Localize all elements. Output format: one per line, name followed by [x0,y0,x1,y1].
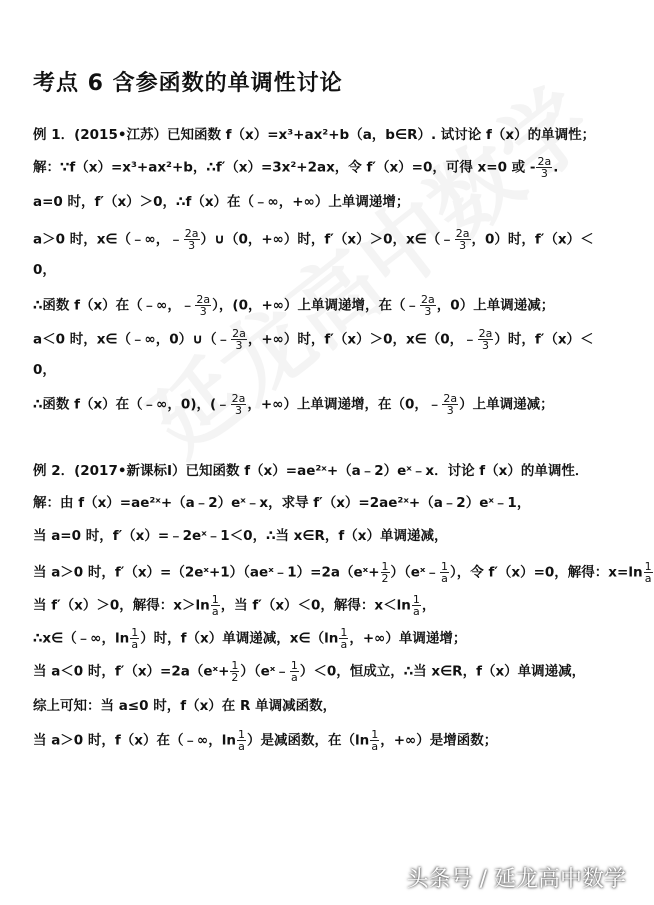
ex2-summary: 综上可知：当 a≤0 时，f（x）在 R 单调减函数， [33,698,337,714]
ex2-case-apos: 当 a＞0 时，f′（x）=（2eˣ+1）（aeˣ﹣1）=2a（eˣ+ $\frac{1}{2}$ ）（eˣ﹣ $\frac{1}{a}$ ），令 f′（x）=0，解得：x=ln $\frac{1}{a}$ [33,560,652,585]
page-title: 考点 6 含参函数的单调性讨论 [33,71,343,96]
fraction: $\frac{1}{a}$ [131,626,139,651]
ex2-case-a0: 当 a=0 时，f′（x）=﹣2eˣ﹣1＜0，∴当 x∈R，f（x）单调递减， [33,528,448,544]
fraction: $\frac{2a}{3}$ [443,392,458,417]
ex2-derivative: 解：由 f（x）=ae²ˣ+（a﹣2）eˣ﹣x，求导 f′（x）=2ae²ˣ+（a﹣2）eˣ﹣1， [33,495,531,511]
ex1-problem: 例 1．(2015•江苏）已知函数 f（x）=x³+ax²+b（a，b∈R）. 试讨论 f（x）的单调性； [33,127,596,143]
fraction: $\frac{1}{a}$ [340,626,348,651]
fraction: $\frac{2a}{3}$ [421,293,435,318]
fraction: $\frac{1}{2}$ [231,659,239,684]
ex2-problem: 例 2．(2017•新课标Ⅰ）已知函数 f（x）=ae²ˣ+（a﹣2）eˣ﹣x．讨论 f（x）的单调性． [33,463,589,479]
fraction: $\frac{2a}{3}$ [478,327,493,352]
ex2-intervals: ∴x∈（﹣∞，ln $\frac{1}{a}$ ）时，f（x）单调递减，x∈（ln $\frac{1}{a}$ ，+∞）单调递增； [33,626,467,651]
ex2-inequalities: 当 f′（x）＞0，解得：x＞ln $\frac{1}{a}$ ，当 f′（x）＜0，解得：x＜ln $\frac{1}{a}$ ， [33,593,436,618]
ex2-case-aneg: 当 a＜0 时，f′（x）=2a（eˣ+ $\frac{1}{2}$ ）（eˣ﹣ $\frac{1}{a}$ ）＜0，恒成立，∴当 x∈R，f（x）单调递减， [33,659,586,684]
fraction: $\frac{2a}{3}$ [232,327,246,352]
source-credit: 头条号 / 延龙高中数学 [406,867,626,892]
fraction: $\frac{1}{a}$ [371,728,379,753]
fraction: $\frac{1}{2}$ [381,560,389,585]
fraction: $\frac{1}{a}$ [237,728,245,753]
ex1-solution-line: 解：∵f（x）=x³+ax²+b，∴f′（x）=3x²+2ax，令 f′（x）=0，可得 x=0 或 - $\frac{2a}{3}$ . [33,155,559,180]
fraction: $\frac{1}{a}$ [211,593,219,618]
fraction: $\frac{2a}{3}$ [231,392,246,417]
fraction: $\frac{2a}{3}$ [537,155,552,180]
ex1-case-aneg: a＜0 时，x∈（﹣∞，0）∪（﹣ $\frac{2a}{3}$ ，+∞）时，f′（x）＞0，x∈（0，﹣ $\frac{2a}{3}$ ）时，f′（x）＜ [33,327,594,352]
fraction: $\frac{1}{a}$ [644,560,652,585]
fraction: $\frac{1}{a}$ [441,560,448,585]
ex1-continued: 0， [33,262,56,278]
fraction: $\frac{1}{a}$ [412,593,420,618]
ex1-conclusion-apos: ∴函数 f（x）在（﹣∞，﹣ $\frac{2a}{3}$ ），(0，+∞）上单调递增，在（﹣ $\frac{2a}{3}$ ，0）上单调递减； [33,293,555,318]
ex1-case-a0: a=0 时，f′（x）＞0，∴f（x）在（﹣∞，+∞）上单调递增； [33,194,410,210]
fraction: $\frac{2a}{3}$ [455,227,470,252]
ex1-conclusion-aneg: ∴函数 f（x）在（﹣∞，0)，(﹣ $\frac{2a}{3}$ ，+∞）上单调递增，在（0，﹣ $\frac{2a}{3}$ ）上单调递减； [33,392,554,417]
ex1-case-apos: a＞0 时，x∈（﹣∞，﹣ $\frac{2a}{3}$ ）∪（0，+∞）时，f′（x）＞0，x∈（﹣ $\frac{2a}{3}$ ，0）时，f′（x）＜ [33,227,594,252]
fraction: $\frac{1}{a}$ [290,659,298,684]
fraction: $\frac{2a}{3}$ [184,227,199,252]
ex1-continued: 0， [33,362,56,378]
fraction: $\frac{2a}{3}$ [196,293,211,318]
ex2-summary-apos: 当 a＞0 时，f（x）在（﹣∞，ln $\frac{1}{a}$ ）是减函数，在（ln $\frac{1}{a}$ ，+∞）是增函数； [33,728,498,753]
